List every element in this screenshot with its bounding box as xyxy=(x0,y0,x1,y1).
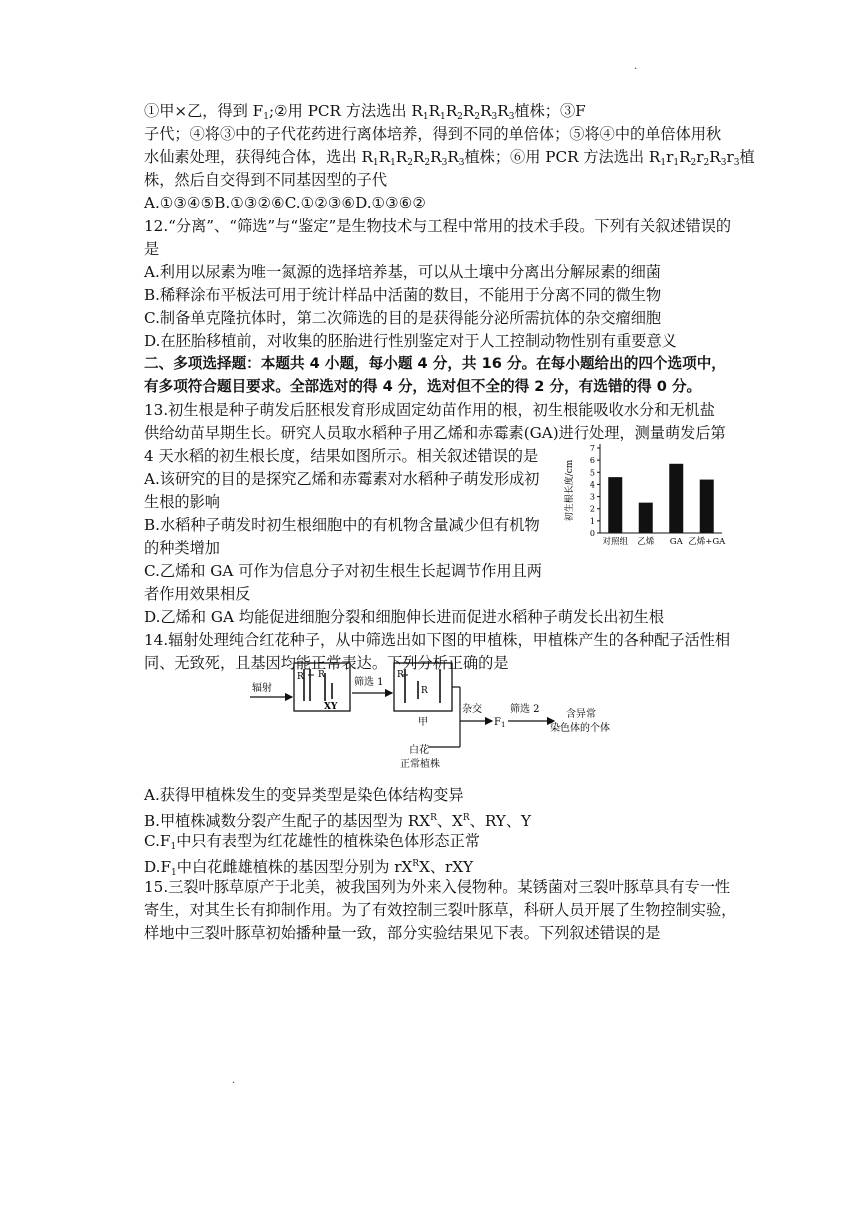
q13-option-a-2: 生根的影响 xyxy=(144,493,220,511)
y-tick-label: 6 xyxy=(589,456,595,466)
q11-line-1: ①甲×乙，得到 $F_1;②$用 PCR 方法选出 $R_1R_1R_2R_2R_3R_3$植株；③F xyxy=(144,102,586,122)
q13-option-c-1: C.乙烯和 GA 可作为信息分子对初生根生长起调节作用且两 xyxy=(144,562,542,580)
white-flower-label-2: 正常植株 xyxy=(400,759,440,770)
y-tick-label: 1 xyxy=(589,516,595,526)
q14-option-b: B.甲植株减数分裂产生配子的基因型为 $RX^R$、$X^R$、RY、Y xyxy=(144,812,532,830)
q15-line-1: 15.三裂叶豚草原产于北美，被我国列为外来入侵物种。某锈菌对三裂叶豚草具有专一性 xyxy=(144,878,731,896)
radiation-label: 辐射 xyxy=(252,683,272,694)
y-axis-label: 初生根长度/cm xyxy=(565,459,575,522)
q15-line-2: 寄生，对其生长有抑制作用。为了有效控制三裂叶豚草，科研人员开展了生物控制实验， xyxy=(144,901,737,919)
q12-option-a: A.利用以尿素为唯一氮源的选择培养基，可以从土壤中分离出分解尿素的细菌 xyxy=(144,263,661,281)
category-label: GA xyxy=(669,537,683,547)
q11-line-4: 株，然后自交得到不同基因型的子代 xyxy=(144,171,387,189)
q13-stem-3: 4 天水稻的初生根长度，结果如图所示。相关叙述错误的是 xyxy=(144,447,539,465)
screen-1-label: 筛选 1 xyxy=(354,677,384,688)
section-2-heading-1: 二、多项选择题：本题共 4 小题，每小题 4 分，共 16 分。在每小题给出的四个选项中， xyxy=(144,355,726,372)
y-tick-label: 2 xyxy=(589,504,595,514)
bar xyxy=(700,480,714,533)
result-label-2: 染色体的个体 xyxy=(550,723,610,734)
q13-option-d: D.乙烯和 GA 均能促进细胞分裂和细胞伸长进而促进水稻种子萌发长出初生根 xyxy=(144,608,665,626)
gene-label-r: R xyxy=(421,686,428,696)
category-label: 对照组 xyxy=(602,537,629,547)
root-length-bar-chart xyxy=(560,438,730,556)
q13-option-a-1: A.该研究的目的是探究乙烯和赤霉素对水稻种子萌发形成初 xyxy=(144,470,540,488)
q13-option-b-2: 的种类增加 xyxy=(144,539,220,557)
footer-mark: · xyxy=(232,1078,236,1089)
q12-stem-2: 是 xyxy=(144,240,160,258)
q13-option-c-2: 者作用效果相反 xyxy=(144,585,251,603)
white-flower-label-1: 白花 xyxy=(409,745,429,756)
screen-2-label: 筛选 2 xyxy=(510,704,540,715)
y-tick-label: 0 xyxy=(589,529,595,538)
bar xyxy=(669,464,683,533)
q14-stem-2: 同、无致死，且基因均能正常表达。下列分析正确的是 xyxy=(144,654,509,672)
q15-line-3: 样地中三裂叶豚草初始播种量一致，部分实验结果见下表。下列叙述错误的是 xyxy=(144,924,661,942)
q12-option-c: C.制备单克隆抗体时，第二次筛选的目的是获得能分泌所需抗体的杂交瘤细胞 xyxy=(144,309,662,327)
y-tick-label: 4 xyxy=(589,480,595,490)
q14-option-c: $C.F_1$中只有表型为红花雄性的植株染色体形态正常 xyxy=(144,832,480,852)
xy-label: XY xyxy=(324,702,338,712)
q14-stem-1: 14.辐射处理纯合红花种子，从中筛选出如下图的甲植株，甲植株产生的各种配子活性相 xyxy=(144,631,731,649)
q11-line-2: 子代；④将③中的子代花药进行离体培养，得到不同的单倍体；⑤将④中的单倍体用秋 xyxy=(144,125,722,143)
q12-option-d: D.在胚胎移植前，对收集的胚胎进行性别鉴定对于人工控制动物性别有重要意义 xyxy=(144,332,677,350)
gene-label-r: R xyxy=(397,670,404,680)
q13-option-b-1: B.水稻种子萌发时初生根细胞中的有机物含量减少但有机物 xyxy=(144,516,540,534)
q13-stem-1: 13.初生根是种子萌发后胚根发育形成固定幼苗作用的根，初生根能吸收水分和无机盐 xyxy=(144,401,715,419)
result-label-1: 含异常 xyxy=(566,709,596,720)
y-tick-label: 3 xyxy=(589,492,595,502)
q12-stem-1: 12.“分离”、“筛选”与“鉴定”是生物技术与工程中常用的技术手段。下列有关叙述错误的 xyxy=(144,217,732,235)
section-2-heading-2: 有多项符合题目要求。全部选对的得 4 分，选对但不全的得 2 分，有选错的得 0 分。 xyxy=(144,378,702,395)
bar xyxy=(608,477,622,533)
y-tick-label: 5 xyxy=(589,468,595,478)
q13-stem-2: 供给幼苗早期生长。研究人员取水稻种子用乙烯和赤霉素(GA)进行处理，测量萌发后第 xyxy=(144,424,726,442)
q11-line-3: 水仙素处理，获得纯合体，选出 $R_1R_1R_2R_2R_3R_3$植株；⑥用 PCR 方法选出 $R_1r_1R_2r_2R_3r_3$植 xyxy=(144,148,755,168)
category-label: 乙烯+GA xyxy=(688,537,726,547)
radiation-cross-diagram xyxy=(248,655,628,775)
q14-option-a: A.获得甲植株发生的变异类型是染色体结构变异 xyxy=(144,786,464,804)
q14-option-d: $D.F_1$中白花雌雄植株的基因型分别为 $rX^RX$、rXY xyxy=(144,858,474,878)
category-label: 乙烯 xyxy=(637,537,655,547)
y-tick-label: 7 xyxy=(589,444,595,453)
q11-options: A.①③④⑤B.①③②⑥C.①②③⑥D.①③⑥② xyxy=(144,194,426,212)
bar xyxy=(639,503,653,533)
q12-option-b: B.稀释涂布平板法可用于统计样品中活菌的数目，不能用于分离不同的微生物 xyxy=(144,286,662,304)
cross-label: 杂交 xyxy=(462,704,482,715)
gene-label-r: R xyxy=(297,672,304,682)
f1-label: $F_1$ xyxy=(494,717,506,729)
corner-mark: · xyxy=(634,64,638,75)
gene-label-r: R xyxy=(318,670,325,680)
jia-label: 甲 xyxy=(418,717,428,728)
